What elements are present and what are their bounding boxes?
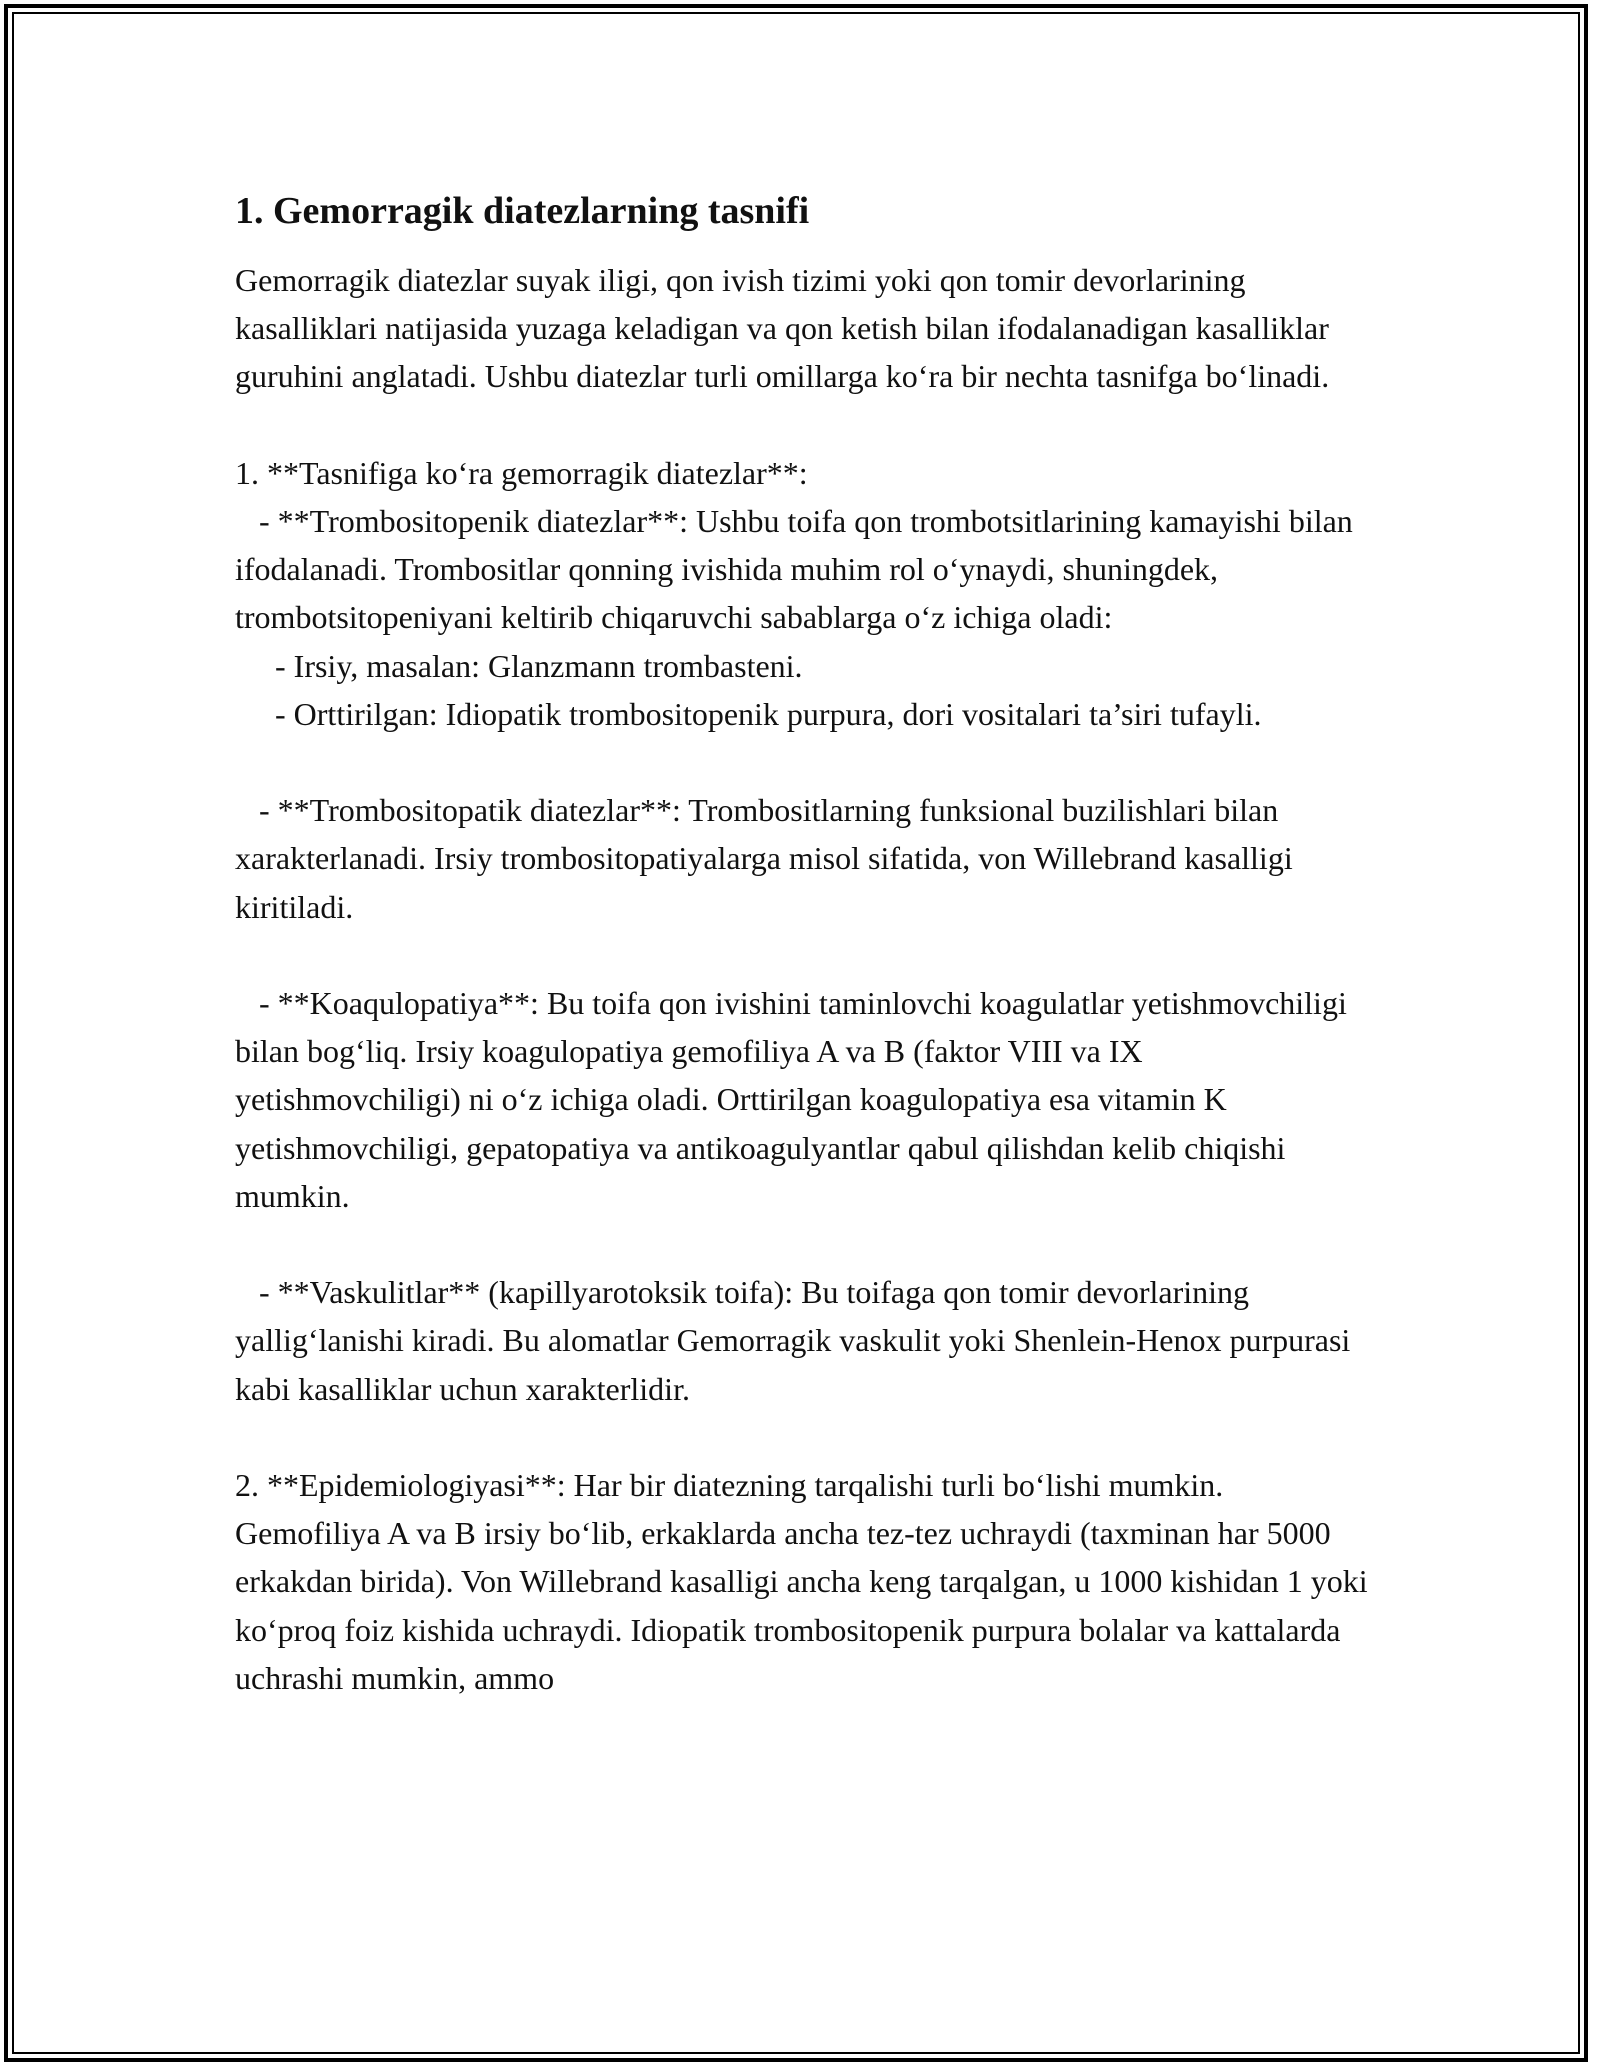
paragraph-gap bbox=[235, 1220, 1375, 1268]
document-body bbox=[235, 186, 1375, 1702]
paragraph-intro: Gemorragik diatezlar suyak iligi, qon ivish tizimi yoki qon tomir devorlarining kasalliklari natijasida yuzaga keladigan va qon ketish bilan ifodalanadigan kasalliklar guruhini anglatadi. Ushbu diatezlar turli omillarga ko‘ra bir nechta tasnifga bo‘linadi. bbox=[235, 262, 1337, 395]
paragraph-gap bbox=[235, 738, 1375, 786]
paragraph-classification: 1. **Tasnifiga ko‘ra gemorragik diatezlar**: - **Trombositopenik diatezlar**: Ushbu toifa qon trombotsitlarining kamayishi bilan ifodalanadi. Trombositlar qonning ivishida muhim rol o‘ynaydi, shuningdek, trombotsitopeniyani keltirib chiqaruvchi sabablarga o‘z ichiga oladi: - Irsiy, masalan: Glanzmann trombasteni. - Orttirilgan: Idiopatik trombositopenik purpura, dori vositalari ta’siri tufayli. bbox=[235, 454, 1353, 732]
paragraph-gap bbox=[235, 931, 1375, 979]
paragraph-gap bbox=[235, 1413, 1375, 1461]
section-heading: 1. Gemorragik diatezlarning tasnifi bbox=[235, 190, 810, 232]
paragraph-thrombocytopathic: - **Trombositopatik diatezlar**: Trombositlarning funksional buzilishlari bilan xarakterlanadi. Irsiy trombositopatiyalarga misol sifatida, von Willebrand kasalligi kiritiladi. bbox=[235, 792, 1301, 925]
paragraph-epidemiology: 2. **Epidemiologiyasi**: Har bir diatezning tarqalishi turli bo‘lishi mumkin. Gemofiliya A va B irsiy bo‘lib, erkaklarda ancha tez-tez uchraydi (taxminan har 5000 erkakdan birida). Von Willebrand kasalligi ancha keng tarqalgan, u 1000 kishidan 1 yoki ko‘proq foiz kishida uchraydi. Idiopatik trombositopenik purpura bolalar va kattalarda uchrashi mumkin, ammo bbox=[235, 1467, 1376, 1696]
paragraph-gap bbox=[235, 401, 1375, 449]
paragraph-vasculitis: - **Vaskulitlar** (kapillyarotoksik toifa): Bu toifaga qon tomir devorlarining yallig‘lanishi kiradi. Bu alomatlar Gemorragik vaskulit yoki Shenlein-Henox purpurasi kabi kasalliklar uchun xarakterlidir. bbox=[235, 1274, 1359, 1407]
paragraph-coagulopathy: - **Koaqulopatiya**: Bu toifa qon ivishini taminlovchi koagulatlar yetishmovchiligi bilan bog‘liq. Irsiy koagulopatiya gemofiliya A va B (faktor VIII va IX yetishmovchiligi) ni o‘z ichiga oladi. Orttirilgan koagulopatiya esa vitamin K yetishmovchiligi, gepatopatiya va antikoagulyantlar qabul qilishdan kelib chiqishi mumkin. bbox=[235, 985, 1355, 1214]
